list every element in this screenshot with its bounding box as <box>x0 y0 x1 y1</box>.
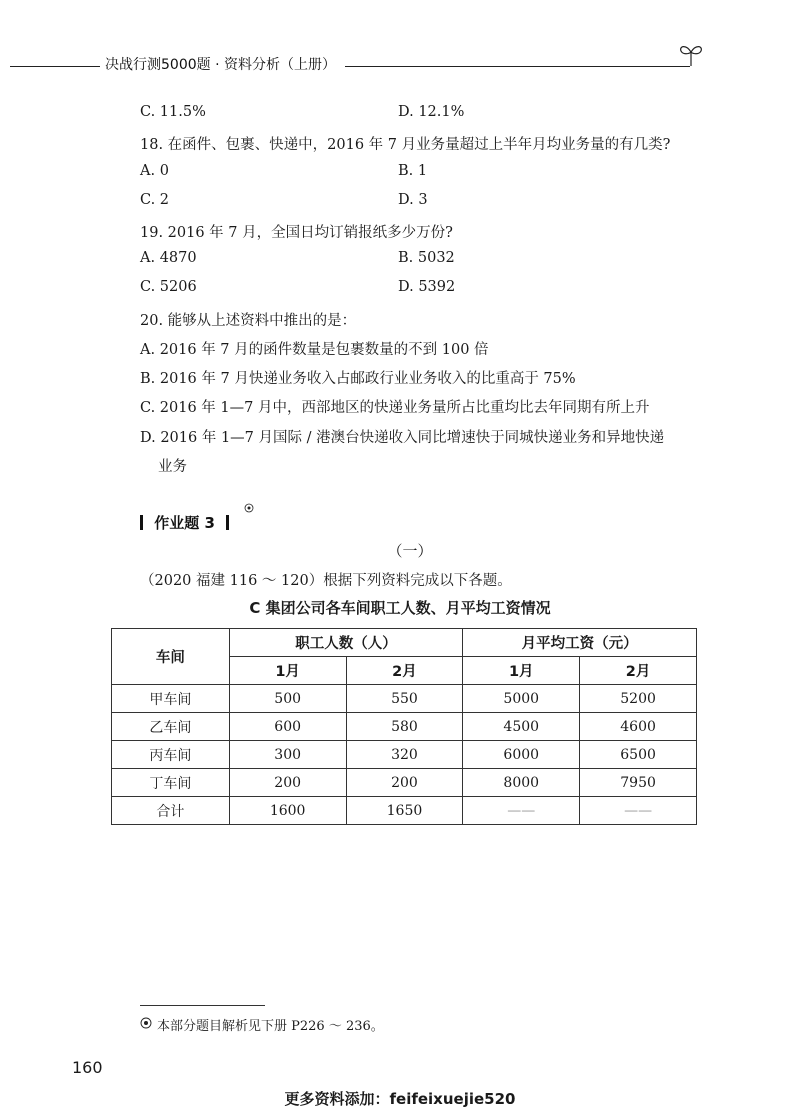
data-table <box>111 628 697 825</box>
header-month: 2月 <box>346 657 463 685</box>
header-rule-left <box>10 66 100 67</box>
table-cell: 8000 <box>463 769 580 797</box>
heading-bar-right <box>226 515 229 530</box>
q20-option-b: B. 2016 年 7 月快递业务收入占邮政行业业务收入的比重高于 75% <box>140 371 576 387</box>
q19-option-c: C. 5206 <box>140 279 197 295</box>
q20-option-a: A. 2016 年 7 月的函件数量是包裹数量的不到 100 倍 <box>140 342 489 358</box>
table-cell: 6500 <box>580 741 697 769</box>
table-title: C 集团公司各车间职工人数、月平均工资情况 <box>249 599 551 617</box>
header-month: 2月 <box>580 657 697 685</box>
part-number: （一） <box>387 542 433 560</box>
table-cell: 200 <box>346 769 463 797</box>
table-row <box>112 769 697 797</box>
table-cell: 580 <box>346 713 463 741</box>
q20-option-d: D. 2016 年 1—7 月国际 / 港澳台快递收入同比增速快于同城快递业务和异地快递 <box>140 430 665 446</box>
table-cell: 1600 <box>229 797 346 825</box>
row-label: 合计 <box>112 797 230 825</box>
header-wage: 月平均工资（元） <box>463 629 697 657</box>
section-title: 作业题 3 <box>154 514 215 532</box>
footnote-marker-icon <box>140 1017 152 1029</box>
table-cell: 600 <box>229 713 346 741</box>
option-d-prev: D. 12.1% <box>398 104 465 120</box>
table-cell: 5200 <box>580 685 697 713</box>
table-cell: 320 <box>346 741 463 769</box>
table-cell: 200 <box>229 769 346 797</box>
table-cell: —— <box>580 797 697 825</box>
header-workshop: 车间 <box>112 629 230 685</box>
table-cell: 5000 <box>463 685 580 713</box>
row-label: 丙车间 <box>112 741 230 769</box>
question-20: 20. 能够从上述资料中推出的是： <box>140 313 357 329</box>
header-employees: 职工人数（人） <box>229 629 463 657</box>
table-cell: 4500 <box>463 713 580 741</box>
question-18: 18. 在函件、包裹、快递中，2016 年 7 月业务量超过上半年月均业务量的有几类? <box>140 137 671 153</box>
question-19: 19. 2016 年 7 月，全国日均订销报纸多少万份? <box>140 225 453 241</box>
q18-option-c: C. 2 <box>140 192 170 208</box>
table-row <box>112 741 697 769</box>
footnote-marker-icon <box>244 503 254 513</box>
q18-option-d: D. 3 <box>398 192 428 208</box>
table-header-row <box>112 629 697 657</box>
q19-option-d: D. 5392 <box>398 279 456 295</box>
table-cell: 7950 <box>580 769 697 797</box>
row-label: 甲车间 <box>112 685 230 713</box>
option-c-prev: C. 11.5% <box>140 104 206 120</box>
row-label: 丁车间 <box>112 769 230 797</box>
q19-option-a: A. 4870 <box>140 250 197 266</box>
table-cell: 4600 <box>580 713 697 741</box>
header-month: 1月 <box>229 657 346 685</box>
heading-bar-left <box>140 515 143 530</box>
header-rule-right <box>345 66 690 67</box>
header-month: 1月 <box>463 657 580 685</box>
q18-option-b: B. 1 <box>398 163 428 179</box>
table-cell: —— <box>463 797 580 825</box>
q18-option-a: A. 0 <box>140 163 169 179</box>
page-number: 160 <box>72 1058 103 1077</box>
sprout-icon <box>676 40 706 68</box>
table-row <box>112 685 697 713</box>
book-title: 决战行测5000题 · 资料分析（上册） <box>105 57 336 73</box>
table-cell: 1650 <box>346 797 463 825</box>
material-intro: （2020 福建 116 ～ 120）根据下列资料完成以下各题。 <box>140 573 512 589</box>
q19-option-b: B. 5032 <box>398 250 455 266</box>
q20-option-c: C. 2016 年 1—7 月中，西部地区的快递业务量所占比重均比去年同期有所上升 <box>140 400 650 416</box>
table-cell: 500 <box>229 685 346 713</box>
table-row <box>112 713 697 741</box>
footnote-rule <box>140 1005 265 1006</box>
section-heading <box>140 512 229 533</box>
q20-option-d-cont: 业务 <box>158 459 187 475</box>
row-label: 乙车间 <box>112 713 230 741</box>
promo-text: 更多资料添加：feifeixuejie520 <box>284 1090 516 1108</box>
footnote-text: 本部分题目解析见下册 P226 ～ 236。 <box>157 1019 384 1034</box>
table-row-total <box>112 797 697 825</box>
table-cell: 6000 <box>463 741 580 769</box>
table-cell: 300 <box>229 741 346 769</box>
table-cell: 550 <box>346 685 463 713</box>
